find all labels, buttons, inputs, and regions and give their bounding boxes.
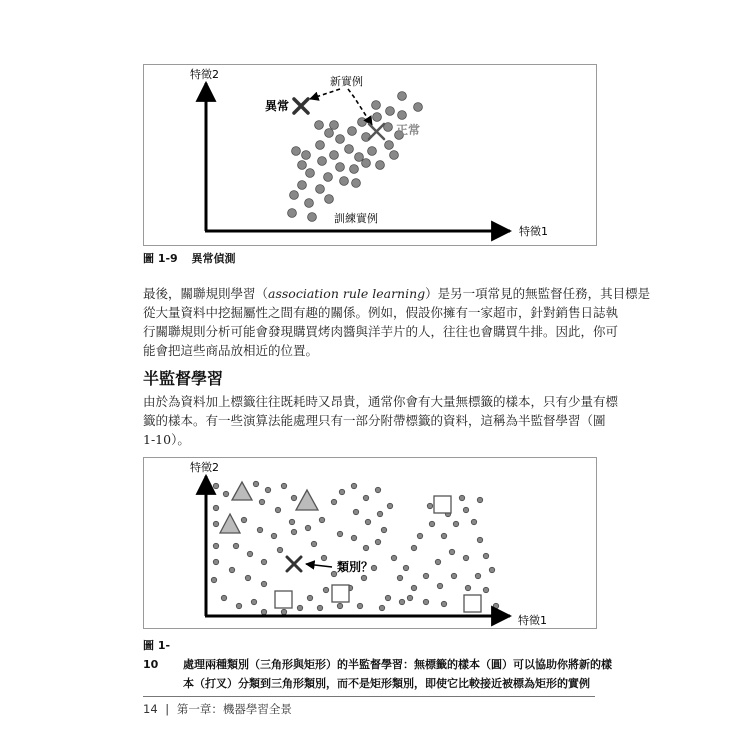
- instance-dot: [298, 181, 307, 190]
- y-axis-label: 特徵2: [190, 68, 219, 81]
- instance-dot: [292, 147, 301, 156]
- instance-dot: [355, 153, 364, 162]
- class-question-label: 類別？: [337, 560, 374, 574]
- instance-dot: [298, 161, 307, 170]
- anomaly-plot: [144, 65, 596, 245]
- instance-dot: [229, 567, 234, 572]
- instance-dot: [330, 121, 339, 130]
- instance-dot: [449, 549, 454, 554]
- instance-dot: [368, 147, 377, 156]
- semi-supervised-plot: [144, 458, 596, 628]
- instance-dot: [213, 543, 218, 548]
- instance-dot: [379, 605, 384, 610]
- instance-dot: [358, 118, 367, 127]
- triangle-instance: [296, 490, 318, 510]
- instance-dot: [281, 609, 286, 614]
- square-instance: [275, 591, 292, 608]
- instance-dot: [241, 517, 246, 522]
- instance-dot: [213, 483, 218, 488]
- para1-line3: 行關聯規則分析可能會發現購買烤肉醬與洋芋片的人，往往也會購買牛排。因此，你可: [143, 324, 619, 339]
- instance-dot: [321, 555, 326, 560]
- instance-dot: [477, 537, 482, 542]
- figure2-caption: [143, 636, 612, 693]
- instance-dot: [213, 559, 218, 564]
- instance-dot: [391, 555, 396, 560]
- instance-dot: [257, 527, 262, 532]
- instance-dot: [340, 177, 349, 186]
- instance-dot: [336, 135, 345, 144]
- instance-dot: [463, 555, 468, 560]
- instance-dot: [377, 511, 382, 516]
- square-instance: [434, 496, 451, 513]
- instance-dot: [315, 121, 324, 130]
- instance-dot: [291, 495, 296, 500]
- para1-line1: 最後，關聯規則學習（association rule learning）是另一項常見的無監督任務，其目標是: [143, 286, 651, 301]
- footer-rule: [143, 696, 595, 697]
- instance-dot: [365, 519, 370, 524]
- instance-dot: [493, 603, 498, 608]
- instance-dot: [247, 551, 252, 556]
- instance-dot: [417, 533, 422, 538]
- instance-dot: [372, 101, 381, 110]
- instance-dot: [398, 111, 407, 120]
- para2-line3: 1-10）。: [143, 432, 190, 447]
- instance-dot: [361, 575, 366, 580]
- instance-dot: [441, 533, 446, 538]
- instance-dot: [435, 559, 440, 564]
- instance-dot: [386, 107, 395, 116]
- instance-dot: [213, 521, 218, 526]
- figure2-caption-line1: 處理兩種類別（三角形與矩形）的半監督學習：無標籤的樣本（圓）可以協助你將新的樣: [183, 658, 612, 671]
- arrow-to-new-instance: [306, 564, 332, 567]
- page-footer: [143, 701, 292, 717]
- instance-dot: [451, 573, 456, 578]
- instance-dot: [251, 599, 256, 604]
- instance-dot: [306, 169, 315, 178]
- instance-dot: [399, 599, 404, 604]
- instance-dot: [325, 129, 334, 138]
- figure-anomaly-detection: [143, 64, 597, 246]
- new-instance-cross-icon: [287, 557, 301, 571]
- figure2-caption-line2: 本（打叉）分類到三角形類別，而不是矩形類別，即使它比較接近被標為矩形的實例: [183, 677, 590, 690]
- instance-dot: [397, 575, 402, 580]
- instance-dot: [236, 603, 241, 608]
- instance-dot: [385, 141, 394, 150]
- instance-dot: [261, 581, 266, 586]
- instance-dot: [345, 145, 354, 154]
- instance-dot: [351, 483, 356, 488]
- instance-dot: [318, 157, 327, 166]
- instance-dot: [381, 527, 386, 532]
- instance-dot: [324, 173, 333, 182]
- unlabeled-instances: [211, 481, 498, 614]
- instance-dot: [233, 543, 238, 548]
- instance-dot: [352, 179, 361, 188]
- instance-dot: [423, 599, 428, 604]
- instance-dot: [350, 165, 359, 174]
- instance-dot: [483, 553, 488, 558]
- instance-dot: [311, 541, 316, 546]
- instance-dot: [261, 559, 266, 564]
- instance-dot: [463, 507, 468, 512]
- para1-line2: 從大量資料中挖掘屬性之間有趣的關係。例如，假設你擁有一家超市，針對銷售日誌執: [143, 305, 619, 320]
- square-instance: [464, 595, 481, 612]
- instance-dot: [459, 495, 464, 500]
- instance-dot: [387, 503, 392, 508]
- instance-dot: [211, 577, 216, 582]
- instance-dot: [305, 525, 310, 530]
- instance-dot: [357, 603, 362, 608]
- section-heading: 半監督學習: [143, 369, 224, 388]
- instance-dot: [465, 585, 470, 590]
- instance-dot: [259, 499, 264, 504]
- instance-dot: [403, 565, 408, 570]
- square-instance: [332, 585, 349, 602]
- instance-dot: [261, 609, 266, 614]
- instance-dot: [223, 491, 228, 496]
- instance-dot: [375, 539, 380, 544]
- instance-dot: [411, 545, 416, 550]
- arrow-to-anomaly: [310, 89, 340, 99]
- instance-dot: [323, 587, 328, 592]
- instance-dot: [305, 199, 314, 208]
- instance-dot: [339, 489, 344, 494]
- figure1-caption: [143, 250, 236, 266]
- instance-dot: [337, 603, 342, 608]
- instance-dot: [348, 127, 357, 136]
- triangle-instance: [220, 514, 240, 533]
- y-axis-label: 特徵2: [190, 461, 219, 474]
- instance-dot: [471, 519, 476, 524]
- instance-dot: [483, 587, 488, 592]
- instance-dot: [316, 185, 325, 194]
- instance-dot: [475, 573, 480, 578]
- instance-dot: [414, 103, 423, 112]
- instance-dot: [337, 531, 342, 536]
- instance-dot: [221, 595, 226, 600]
- instance-dot: [297, 605, 302, 610]
- instance-dot: [437, 583, 442, 588]
- instance-dot: [288, 209, 297, 218]
- x-axis-label: 特徵1: [518, 614, 547, 627]
- instance-dot: [245, 575, 250, 580]
- instance-dot: [362, 159, 371, 168]
- instance-dot: [423, 573, 428, 578]
- instance-dot: [290, 191, 299, 200]
- instance-dot: [385, 595, 390, 600]
- paragraph-association-rules: [143, 284, 650, 360]
- instance-dot: [363, 495, 368, 500]
- instance-dot: [308, 213, 317, 222]
- anomaly-cross-icon: [294, 99, 308, 113]
- instance-dot: [375, 487, 380, 492]
- instance-dot: [411, 585, 416, 590]
- figure1-caption-text: 異常偵測: [191, 252, 236, 265]
- normal-label: 正常: [396, 123, 421, 137]
- instance-dot: [376, 161, 385, 170]
- instance-dot: [317, 605, 322, 610]
- normal-cross-icon: [369, 124, 384, 139]
- page-number: 14: [143, 702, 158, 716]
- triangle-instance: [232, 482, 252, 500]
- instance-dot: [277, 547, 282, 552]
- anomaly-label: 異常: [265, 99, 290, 113]
- instance-dot: [291, 529, 296, 534]
- instance-dot: [390, 151, 399, 160]
- instance-dot: [253, 481, 258, 486]
- instance-dot: [319, 517, 324, 522]
- instance-dot: [441, 601, 446, 606]
- instance-dot: [429, 521, 434, 526]
- x-axis-label: 特徵1: [519, 225, 548, 238]
- footer-separator: |: [165, 702, 170, 716]
- instance-dot: [373, 113, 382, 122]
- instance-dot: [336, 163, 345, 172]
- instance-dot: [331, 499, 336, 504]
- figure2-caption-number: 圖 1-10: [143, 639, 171, 671]
- instance-dot: [351, 535, 356, 540]
- instance-dot: [307, 595, 312, 600]
- new-instance-label: 新實例: [330, 75, 363, 88]
- instance-dot: [489, 567, 494, 572]
- figure-semi-supervised: [143, 457, 597, 629]
- paragraph-semi-supervised: [143, 392, 618, 449]
- instance-dot: [398, 92, 407, 101]
- instance-dot: [265, 487, 270, 492]
- instance-dot: [281, 483, 286, 488]
- instance-dot: [316, 141, 325, 150]
- instance-dot: [477, 497, 482, 502]
- instance-dot: [271, 533, 276, 538]
- instance-dot: [289, 519, 294, 524]
- instance-dot: [275, 507, 280, 512]
- instance-dot: [453, 521, 458, 526]
- para2-line2: 籤的樣本。有一些演算法能處理只有一部分附帶標籤的資料，這稱為半監督學習（圖: [143, 413, 606, 428]
- instance-dot: [213, 505, 218, 510]
- figure1-caption-number: 圖 1-9: [143, 252, 178, 265]
- instance-dot: [427, 503, 432, 508]
- para2-line1: 由於為資料加上標籤往往既耗時又昂貴，通常你會有大量無標籤的樣本，只有少量有標: [143, 394, 619, 409]
- instance-dot: [302, 151, 311, 160]
- instance-dot: [353, 509, 358, 514]
- instance-dot: [407, 595, 412, 600]
- para1-line4: 能會把這些商品放相近的位置。: [143, 343, 319, 358]
- instance-dot: [363, 545, 368, 550]
- training-instances-label: 訓練實例: [334, 212, 378, 225]
- instance-dot: [330, 151, 339, 160]
- instance-dot: [331, 571, 336, 576]
- instance-dot: [325, 195, 334, 204]
- chapter-title: 第一章：機器學習全景: [176, 702, 292, 716]
